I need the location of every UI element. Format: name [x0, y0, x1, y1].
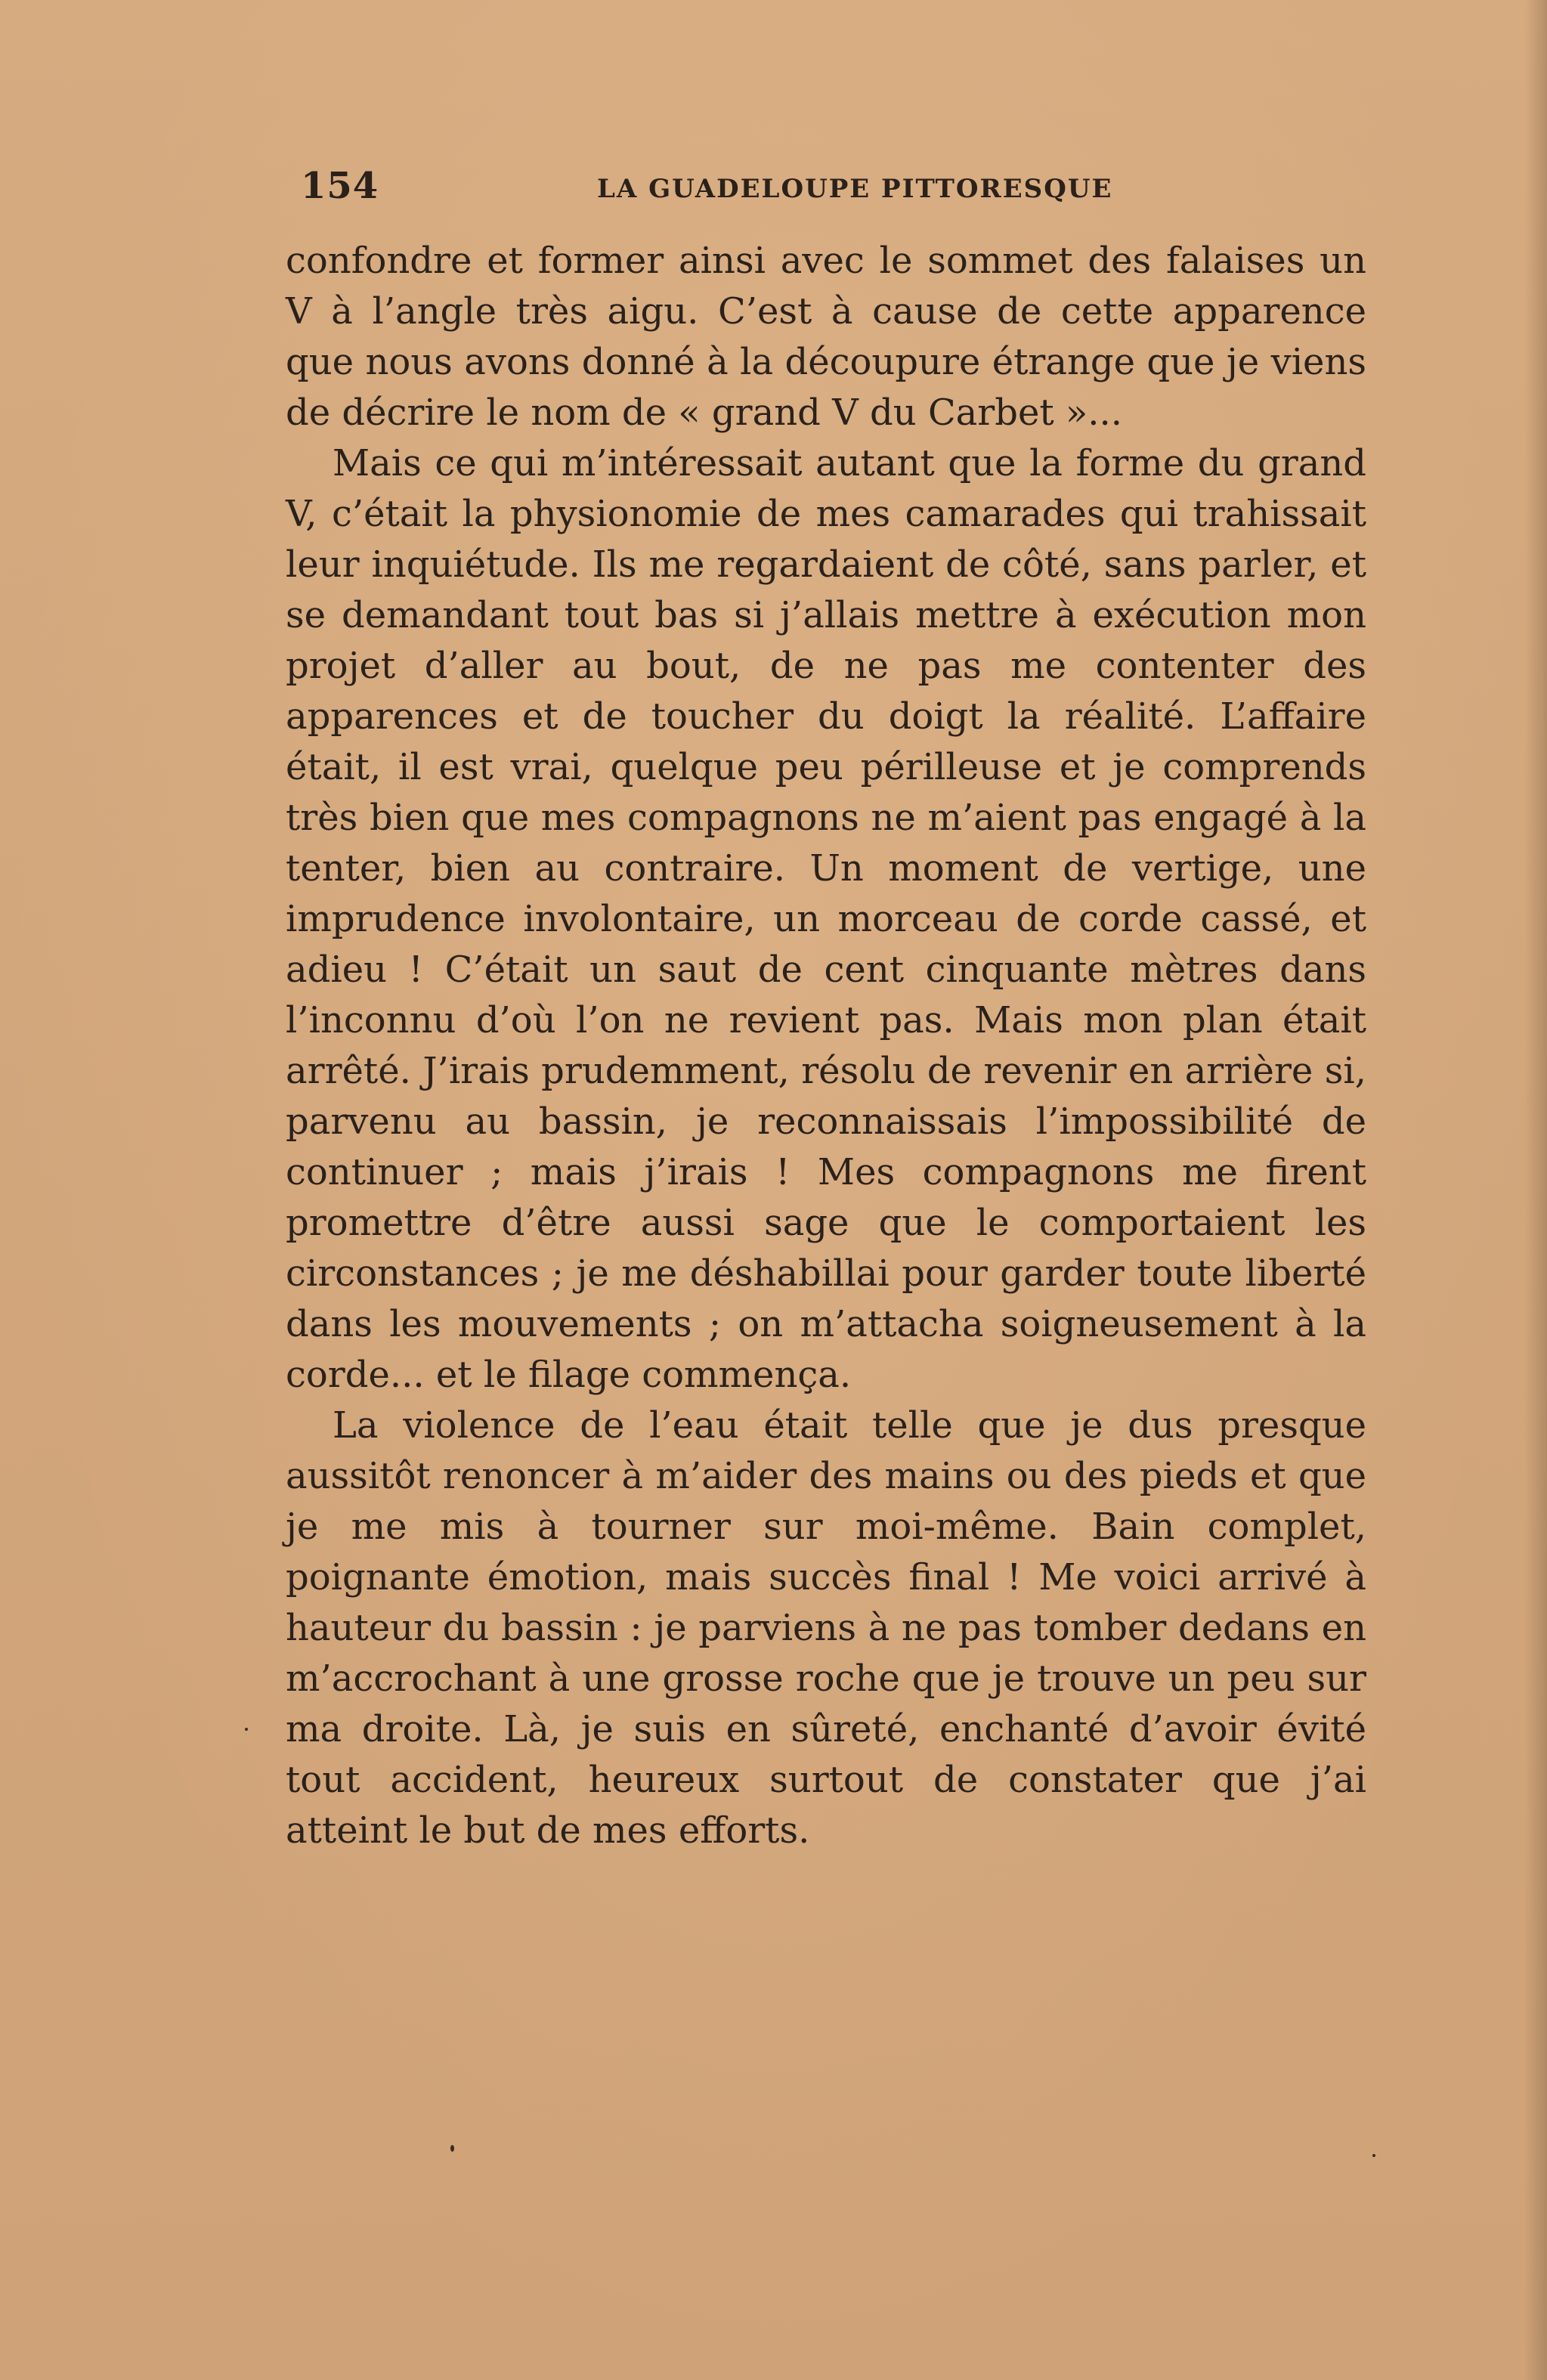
- ink-speck: [1372, 2154, 1375, 2157]
- paragraph-3: La violence de l’eau était telle que je dus presque aussitôt renoncer à m’aider des mains ou des pieds et que je me mis à tourner sur moi-même. Bain complet, poignante émotion, mais succès final ! Me voici arrivé à hauteur du bassin : je parviens à ne pas tomber dedans en m’accrochant à une grosse roche que je trouve un peu sur ma droite. Là, je suis en sûreté, enchanté d’avoir évité tout accident, heureux surtout de constater que j’ai atteint le but de mes efforts.: [286, 1404, 1366, 1852]
- paragraph-1: confondre et former ainsi avec le sommet des falaises un V à l’angle très aigu. C’est à cause de cette apparence que nous avons donné à la découpure étrange que je viens de décrire le nom de « grand V du Carbet »...: [286, 240, 1366, 434]
- page-edge-shadow: [1524, 0, 1547, 2380]
- page-header: [301, 165, 1359, 210]
- body-text: [286, 236, 1366, 1856]
- ink-speck: [450, 2145, 454, 2152]
- paragraph-2: Mais ce qui m’intéressait autant que la forme du grand V, c’était la physionomie de mes camarades qui trahissait leur inquiétude. Ils me regardaient de côté, sans parler, et se demandant tout bas si j’allais mettre à exécution mon projet d’aller au bout, de ne pas me contenter des apparences et de toucher du doigt la réalité. L’affaire était, il est vrai, quelque peu périlleuse et je comprends très bien que mes compagnons ne m’aient pas engagé à la tenter, bien au contraire. Un moment de vertige, une imprudence involontaire, un morceau de corde cassé, et adieu ! C’était un saut de cent cinquante mètres dans l’inconnu d’où l’on ne revient pas. Mais mon plan était arrêté. J’irais prudemment, résolu de revenir en arrière si, parvenu au bassin, je reconnaissais l’impossibilité de continuer ; mais j’irais ! Mes compagnons me firent promettre d’être aussi sage que le comportaient les circonstances ; je me déshabillai pour garder toute liberté dans les mouvements ; on m’attacha soigneusement à la corde... et le filage commença.: [286, 442, 1366, 1396]
- running-title: LA GUADELOUPE PITTORESQUE: [597, 174, 1113, 204]
- ink-speck: [245, 1728, 248, 1731]
- page-number: 154: [301, 165, 379, 207]
